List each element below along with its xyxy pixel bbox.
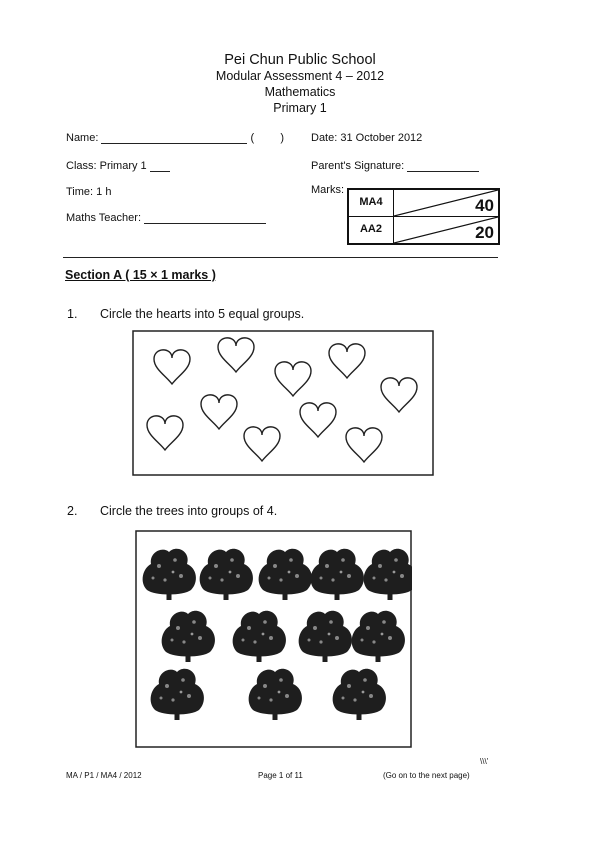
class-label: Class: Primary 1 — [66, 160, 147, 172]
marks-row-aa2 — [349, 217, 498, 243]
marks-total: 40 — [475, 196, 494, 215]
tree-icon[interactable] — [200, 549, 253, 600]
date-label: Date: 31 October 2012 — [311, 132, 423, 144]
assessment-title: Modular Assessment 4 – 2012 — [215, 69, 385, 83]
question-text: Circle the trees into groups of 4. — [100, 504, 278, 518]
footer-code: MA / P1 / MA4 / 2012 — [66, 771, 142, 780]
footer-page: Page 1 of 11 — [258, 771, 303, 780]
hearts-box — [132, 330, 434, 476]
teacher-row — [66, 212, 266, 224]
heart-icon[interactable] — [218, 338, 254, 372]
heart-icon[interactable] — [147, 416, 183, 450]
marks-row-ma4 — [349, 190, 498, 217]
tree-icon[interactable] — [364, 549, 412, 600]
marks-total: 20 — [475, 223, 494, 242]
question-number: 2. — [67, 504, 78, 518]
subject-title: Mathematics — [264, 85, 336, 99]
school-name: Pei Chun Public School — [224, 52, 376, 68]
marks-box — [347, 188, 500, 245]
tree-icon[interactable] — [333, 669, 386, 720]
teacher-blank[interactable] — [144, 223, 266, 224]
question-number: 1. — [67, 307, 78, 321]
tree-icon[interactable] — [151, 669, 204, 720]
heart-icon[interactable] — [275, 362, 311, 396]
tree-icon[interactable] — [162, 611, 215, 662]
heart-icon[interactable] — [346, 428, 382, 462]
name-bracket-open: ( — [250, 132, 255, 144]
section-title: Section A ( 15 × 1 marks ) — [65, 268, 216, 282]
name-bracket-close: ) — [280, 132, 284, 144]
tree-icon[interactable] — [352, 611, 405, 662]
heart-icon[interactable] — [154, 350, 190, 384]
heart-icon[interactable] — [300, 403, 336, 437]
parent-signature-row — [311, 160, 479, 172]
marks-code: AA2 — [349, 217, 394, 243]
tree-icon[interactable] — [233, 611, 286, 662]
heart-icon[interactable] — [329, 344, 365, 378]
name-row — [66, 132, 284, 144]
class-blank[interactable] — [150, 171, 170, 172]
heart-icon[interactable] — [201, 395, 237, 429]
tree-icon[interactable] — [249, 669, 302, 720]
name-blank[interactable] — [101, 143, 247, 144]
marks-label: Marks: — [311, 184, 344, 196]
parent-signature-blank[interactable] — [407, 171, 479, 172]
question-text: Circle the hearts into 5 equal groups. — [100, 307, 305, 321]
tree-icon[interactable] — [299, 611, 352, 662]
footer-next: (Go on to the next page) — [383, 771, 470, 780]
time-label: Time: 1 h — [66, 186, 112, 198]
marks-code: MA4 — [349, 190, 394, 216]
level-title: Primary 1 — [273, 101, 327, 115]
header-divider — [63, 257, 498, 258]
tree-icon[interactable] — [311, 549, 364, 600]
heart-icon[interactable] — [244, 427, 280, 461]
page-mark: \\\' — [480, 757, 489, 766]
heart-icon[interactable] — [381, 378, 417, 412]
name-label: Name: — [66, 132, 99, 144]
tree-icon[interactable] — [143, 549, 196, 600]
teacher-label: Maths Teacher: — [66, 212, 142, 224]
class-row — [66, 160, 170, 172]
parent-signature-label: Parent's Signature: — [311, 160, 405, 172]
trees-box — [135, 530, 412, 748]
tree-icon[interactable] — [259, 549, 312, 600]
